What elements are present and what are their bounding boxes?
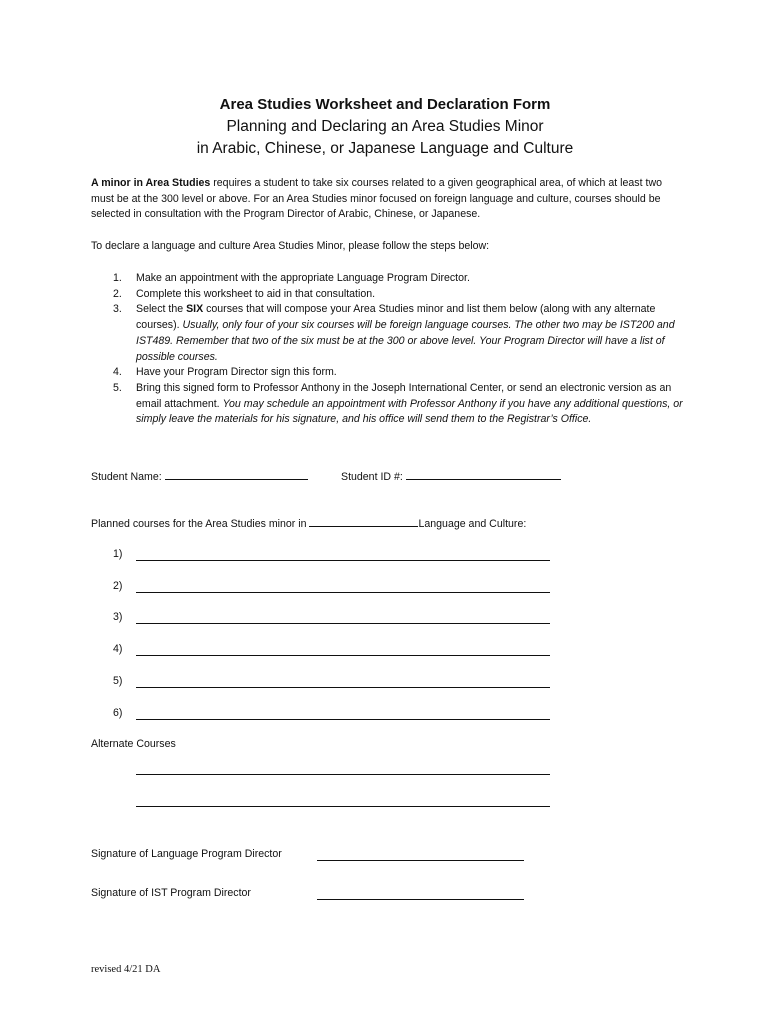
step-item (113, 287, 685, 303)
course-number: 1) (113, 548, 123, 560)
planned-courses-suffix: Language and Culture: (418, 518, 527, 530)
language-director-signature-line[interactable] (317, 860, 524, 861)
step-text-italic: Usually, only four of your six courses will be foreign language courses. The other two may be IST200 and IST489. Remember that two of the six must be at the 300 or above level. Your Program Director will have a list of possible courses. (136, 319, 675, 363)
course-line-2[interactable] (136, 592, 550, 593)
course-line-4[interactable] (136, 655, 550, 656)
alternate-course-line-2[interactable] (136, 806, 550, 807)
course-number: 2) (113, 580, 123, 592)
step-text-italic: You may schedule an appointment with Professor Anthony if you have any additional questions, or simply leave the materials for his signature, and his office will send them to the Registrar’s Office. (136, 397, 683, 426)
course-number: 5) (113, 675, 123, 687)
student-id-row (341, 469, 561, 483)
step-item (113, 271, 685, 287)
step-item (113, 365, 685, 381)
instructions-text: To declare a language and culture Area Studies Minor, please follow the steps below: (91, 240, 490, 252)
form-title: Area Studies Worksheet and Declaration Form (219, 96, 551, 113)
course-line-6[interactable] (136, 719, 550, 720)
step-text-mid: courses that will compose your Area Studies minor and list them below (along with any alternate courses). (136, 303, 656, 332)
step-text: Complete this worksheet to aid in that consultation. (136, 287, 376, 300)
form-subtitle-line2: in Arabic, Chinese, or Japanese Language and Culture (196, 140, 574, 157)
step-item (113, 381, 685, 428)
intro-text: requires a student to take six courses related to a given geographical area, of which at least two must be at the 300 level or above. For an Area Studies minor focused on foreign language and culture, courses should be selected in consultation with the Program Director of Arabic, Chinese, or Japanese. (91, 177, 662, 221)
student-id-label: Student ID #: (341, 471, 403, 483)
intro-paragraph (91, 176, 681, 223)
language-field[interactable] (309, 516, 418, 527)
form-subtitle-line1: Planning and Declaring an Area Studies Minor (226, 118, 544, 135)
intro-bold-lead: A minor in Area Studies (91, 177, 211, 189)
student-name-row (91, 469, 308, 483)
alternate-course-line-1[interactable] (136, 774, 550, 775)
course-line-3[interactable] (136, 623, 550, 624)
step-text: Have your Program Director sign this form. (136, 366, 337, 379)
steps-list (113, 271, 685, 428)
course-line-5[interactable] (136, 687, 550, 688)
step-text: Bring this signed form to Professor Anthony in the Joseph International Center, or send an electronic version as an email attachment. (136, 381, 672, 410)
student-id-field[interactable] (406, 469, 561, 480)
step-number: 3. (113, 303, 122, 316)
student-name-label: Student Name: (91, 471, 162, 483)
step-text-bold: SIX (186, 303, 204, 316)
step-text: Make an appointment with the appropriate Language Program Director. (136, 272, 470, 284)
ist-director-signature-line[interactable] (317, 899, 524, 900)
course-number: 3) (113, 611, 123, 623)
planned-courses-row (91, 516, 526, 530)
ist-director-signature-label: Signature of IST Program Director (91, 887, 251, 899)
step-number: 2. (113, 287, 122, 300)
step-item (113, 302, 685, 365)
course-number: 6) (113, 707, 123, 719)
alternate-courses-label: Alternate Courses (91, 738, 176, 750)
student-name-field[interactable] (165, 469, 308, 480)
revision-note: revised 4/21 DA (91, 964, 161, 975)
step-number: 4. (113, 366, 122, 379)
course-line-1[interactable] (136, 560, 550, 561)
course-number: 4) (113, 643, 123, 655)
step-number: 5. (113, 381, 122, 394)
step-number: 1. (113, 272, 122, 284)
planned-courses-prefix: Planned courses for the Area Studies minor in (91, 518, 307, 530)
step-text-pre: Select the (136, 303, 187, 316)
language-director-signature-label: Signature of Language Program Director (91, 848, 282, 860)
